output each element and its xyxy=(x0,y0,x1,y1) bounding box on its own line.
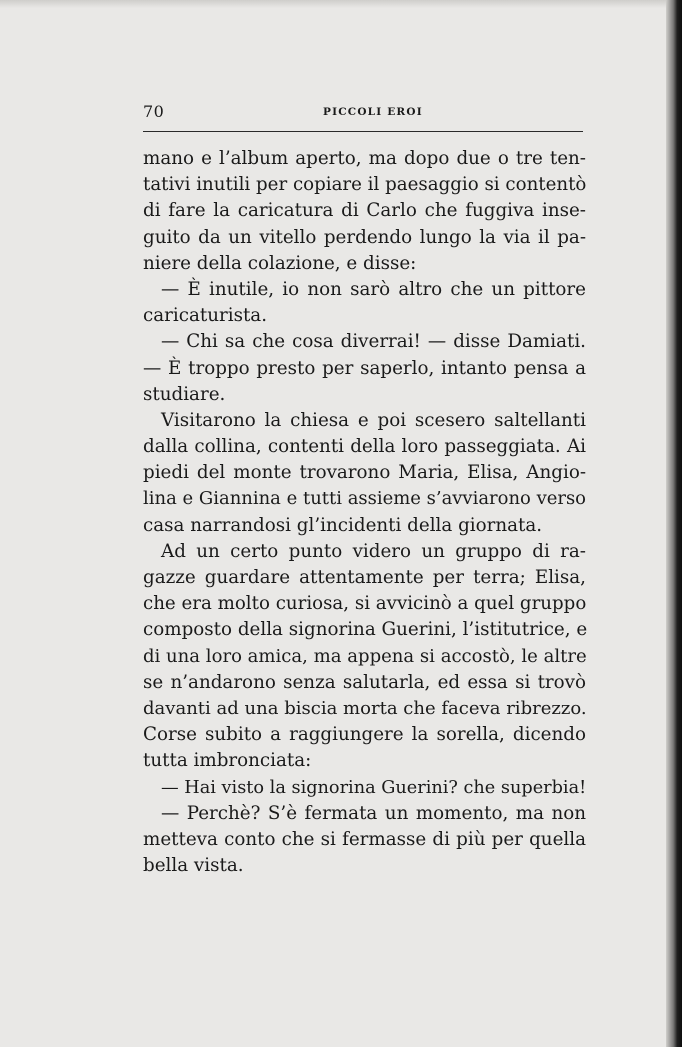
text-line: caricaturista. xyxy=(143,305,268,327)
text-line: che era molto curiosa, si avvicinò a quel gruppo xyxy=(143,593,587,615)
page-top-edge xyxy=(0,0,682,8)
text-line: mano e l’album aperto, ma dopo due o tre ten- xyxy=(143,148,586,169)
text-line: dalla collina, contenti della loro passeggiata. Ai xyxy=(143,436,586,458)
running-head xyxy=(143,100,583,124)
text-line: Corse subito a raggiungere la sorella, dicendo xyxy=(143,724,586,746)
text-line: niere della colazione, e disse: xyxy=(143,252,417,274)
text-line: guito da un vitello perdendo lungo la via il pa- xyxy=(143,226,586,248)
text-line: davanti ad una biscia morta che faceva ribrezzo. xyxy=(143,697,587,719)
text-line: di una loro amica, ma appena si accostò, le altre xyxy=(143,645,587,667)
text-line: — Hai visto la signorina Guerini? che superbia! xyxy=(161,777,587,798)
text-line: piedi del monte trovarono Maria, Elisa, Angio- xyxy=(143,462,586,484)
body-text xyxy=(143,146,586,879)
text-line: di fare la caricatura di Carlo che fuggiva inse- xyxy=(143,200,586,222)
page-number: 70 xyxy=(143,102,165,121)
header-rule xyxy=(143,131,583,132)
text-line: — È inutile, io non sarò altro che un pittore xyxy=(161,278,586,300)
text-line: bella vista. xyxy=(143,855,244,877)
text-line: composto della signorina Guerini, l’istitutrice, e xyxy=(143,619,588,641)
text-line: tutta imbronciata: xyxy=(143,750,312,772)
book-title: PICCOLI EROI xyxy=(323,106,423,118)
text-line: — È troppo presto per saperlo, intanto pensa a xyxy=(143,357,586,379)
text-line: tativi inutili per copiare il paesaggio si contentò xyxy=(143,174,587,196)
text-line: Visitarono la chiesa e poi scesero saltellanti xyxy=(161,409,586,431)
book-spine-shadow xyxy=(666,0,682,1047)
text-line: studiare. xyxy=(143,383,226,405)
text-line: metteva conto che si fermasse di più per quella xyxy=(143,828,586,850)
text-line: se n’andarono senza salutarla, ed essa si trovò xyxy=(143,671,586,693)
text-line: gazze guardare attentamente per terra; Elisa, xyxy=(143,567,586,588)
text-line: — Perchè? S’è fermata un momento, ma non xyxy=(161,802,586,824)
text-line: casa narrandosi gl’incidenti della giornata. xyxy=(143,514,543,536)
text-line: lina e Giannina e tutti assieme s’avviarono verso xyxy=(143,488,586,510)
text-line: — Chi sa che cosa diverrai! — disse Damiati. xyxy=(161,331,586,353)
text-line: Ad un certo punto videro un gruppo di ra- xyxy=(161,540,586,562)
